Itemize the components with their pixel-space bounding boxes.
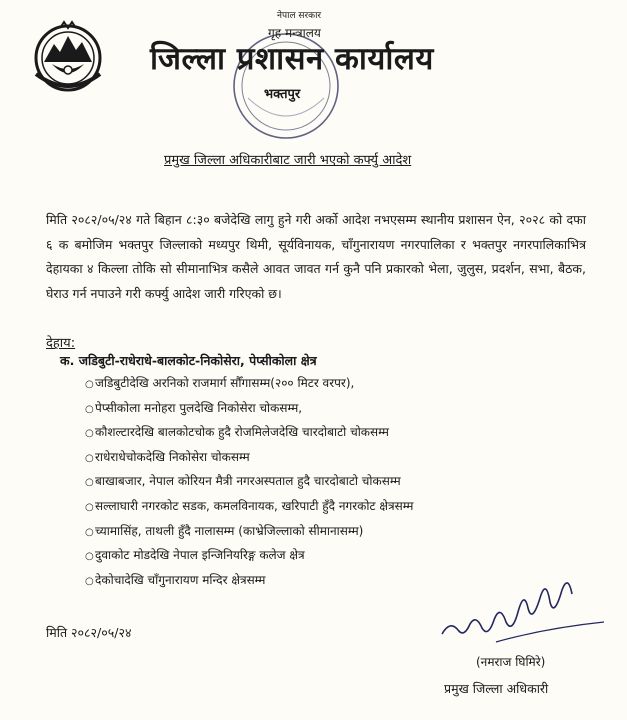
bullet-icon: ○ [85,428,94,440]
section-title: क. जडिबुटी-राधेराधे-बालकोट-निकोसेरा, पेप्सीकोला क्षेत्र [60,353,317,368]
bullet-icon: ○ [85,452,94,464]
bullet-icon: ○ [85,551,94,563]
list-item-text: कौशल्टारदेखि बालकोटचोक हुदै रोजमिलेजदेखि चारदोबाटो चोकसम्म [95,425,389,440]
list-item-text: बाखाबजार, नेपाल कोरियन मैत्री नगरअस्पताल हुदै चारदोबाटो चोकसम्म [95,474,401,489]
list-item-text: पेप्सीकोला मनोहरा पुलदेखि निकोसेरा चोकसम्म, [95,400,303,415]
bullet-icon: ○ [85,575,94,587]
bullet-icon: ○ [85,501,94,513]
list-item [85,371,413,396]
nepal-government-emblem-icon [30,18,106,94]
list-item [85,543,413,568]
list-item [85,420,413,445]
area-list [85,371,413,592]
list-item [85,445,413,470]
signer-title: प्रमुख जिल्ला अधिकारी [444,681,549,696]
list-item-text: दुवाकोट मोडदेखि नेपाल इन्जिनियरिङ्ग कलेज क्षेत्र [95,548,305,563]
list-item [85,519,413,544]
document-subject: प्रमुख जिल्ला अधिकारीबाट जारी भएको कर्फ्यु आदेश [164,153,412,168]
signer-name: (नमराज घिमिरे) [476,655,546,669]
bullet-icon: ○ [85,403,94,415]
list-item [85,568,413,593]
bullet-icon: ○ [85,379,94,390]
list-item-text: सल्लाघारी नगरकोट सडक, कमलविनायक, खरिपाटी हुँदै नगरकोट क्षेत्रसम्म [95,498,414,513]
office-title: जिल्ला प्रशासन कार्यालय [150,41,434,77]
bullet-icon: ○ [85,477,94,489]
bullet-icon: ○ [85,526,94,538]
list-item [85,494,413,519]
list-item-text: राधेराधेचोकदेखि निकोसेरा चोकसम्म [95,449,250,464]
list-item [85,469,413,494]
handwritten-signature-icon [436,568,606,648]
list-item-text: देकोचादेखि चाँगुनारायण मन्दिर क्षेत्रसम्म [95,572,266,587]
order-paragraph: मिति २०८२/०५/२४ गते बिहान ८:३० बजेदेखि लागु हुने गरी अर्को आदेश नभएसम्म स्थानीय प्रशासन ऐन, २०२८ को दफा ६ क बमोजिम भक्तपुर जिल्लाको मध्यपुर थिमी, सूर्यविनायक, चाँगुनारायण नगरपालिका र भक्तपुर नगरपालिकाभित्र देहायका ४ किल्ला तोकि सो सीमानाभित्र कसैले आवत जावत गर्न कुनै पनि प्रकारको भेला, जुलुस, प्रदर्शन, सभा, बैठक, घेराउ गर्न नपाउने गरी कर्फ्यु आदेश जारी गरिएको छ। [46,212,586,301]
list-item-text: च्यामासिंह, ताथली हुँदै नालासम्म (काभ्रेजिल्लाको सीमानासम्म) [95,523,364,538]
ministry-label: गृह मन्त्रालय [268,26,321,40]
list-item-text: जडिबुटीदेखि अरनिको राजमार्ग सौँगासम्म(२०० मिटर वरपर), [95,376,355,390]
list-item [85,396,413,421]
government-label: नेपाल सरकार [277,11,322,21]
issue-date: मिति २०८२/०५/२४ [46,625,132,640]
office-location: भक्तपुर [264,87,301,102]
list-heading: देहाय: [46,336,76,351]
